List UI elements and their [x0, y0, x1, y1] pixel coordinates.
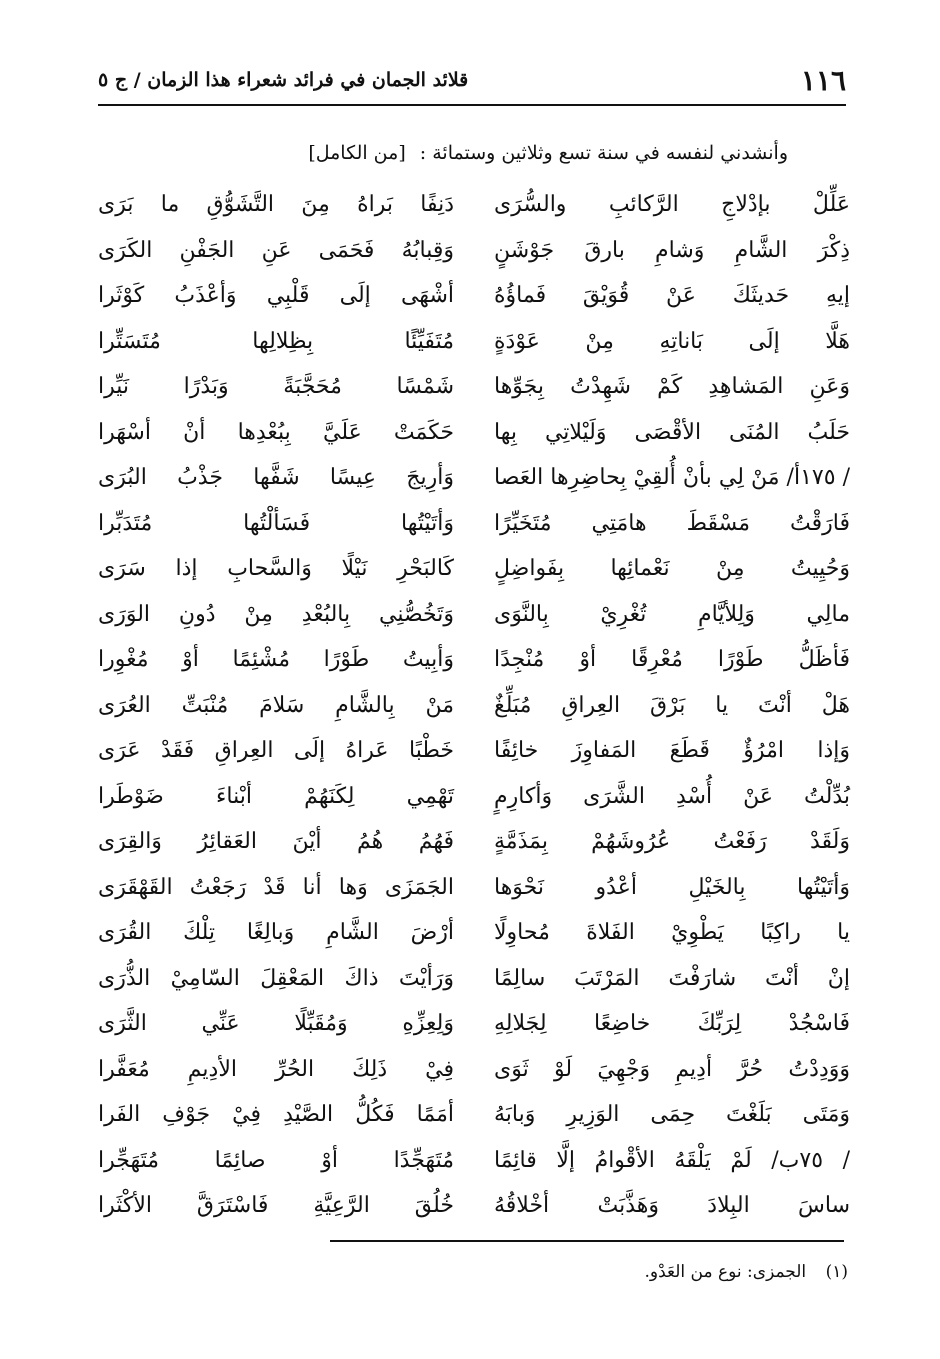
- verse-line: [98, 273, 850, 319]
- footnote-number: (١): [825, 1262, 848, 1282]
- verse-first-hemistich: فَارَقْتُ مَسْقَطَ هامَتِي مُتَخَيِّرًا: [494, 510, 850, 536]
- header-divider: [98, 104, 846, 106]
- verse-first-hemistich: وَأتَيْتُها بِالخَيْلِ أعْدُو نَحْوَها: [494, 874, 850, 900]
- verse-line: [98, 182, 850, 228]
- verse-second-hemistich: خُلُقَ الرَّعِيَّةِ فَاسْتَرَقَّ الأكْثَرا: [98, 1193, 454, 1219]
- verse-second-hemistich: وَأتَيْتُها فَسَألْتُها مُتَدَبِّرا: [98, 510, 454, 536]
- verse-second-hemistich: مُتَفَيِّئًا بِظِلالِها مُتَسَتِّرا: [98, 328, 454, 354]
- verse-line: [98, 228, 850, 274]
- running-title: قلائد الجمان في فرائد شعراء هذا الزمان / ج ٥: [98, 69, 469, 91]
- verse-second-hemistich: وَتَخُصُّنِي بِالبُعْدِ مِنْ دُونِ الوَرَى: [98, 601, 454, 627]
- verse-first-hemistich: وَإذا امْرُؤٌ قَطَعَ المَفاوِزَ خائِفًا: [494, 738, 850, 764]
- verse-second-hemistich: مَنْ بِالشَّامِ سَلامَ مُنْبَتِّ العُرَى: [98, 692, 454, 718]
- verse-second-hemistich: وَأرِيجَ عِيسًا شَفَّها جَذْبُ البُرَى: [98, 465, 454, 491]
- verse-first-hemistich: إنْ أنْتَ شارَفْتَ المَرْتَبَ سالِمًا: [494, 965, 850, 991]
- verse-first-hemistich: / ٧٥ب/ لَمْ يَلْقَهُ الأقْوامُ إلَّا قائِمًا: [494, 1147, 851, 1173]
- verse-first-hemistich: وَوَدِدْتُ حُرَّ أدِيمِ وَجْهِيَ لَوْ ثَوَى: [494, 1056, 850, 1082]
- verse-first-hemistich: فَأظَلُّ طَوْرًا مُعْرِقًا أوْ مُنْجِدًا: [494, 647, 850, 673]
- verse-line: [98, 546, 850, 592]
- verse-line: [98, 956, 850, 1002]
- verse-second-hemistich: شَمْسًا مُحَجَّبَةً وَبَدْرًا نَيِّرا: [98, 374, 454, 400]
- verse-line: [98, 364, 850, 410]
- verse-second-hemistich: فَهُمُ هُمُ أيْنَ العَقائِرُ وَالقِرَى: [98, 829, 454, 855]
- verse-first-hemistich: إيهِ حَديثَكَ عَنْ قُوَيْقَ فَماؤُهُ: [494, 283, 850, 309]
- verse-second-hemistich: وَقِبابُهُ فَحَمَى عَنِ الجَفْنِ الكَرَى: [98, 237, 454, 263]
- verse-first-hemistich: هَلْ أنْتَ يا بَرْقَ العِراقِ مُبَلِّغٌ: [494, 692, 850, 718]
- verse-line: [98, 319, 850, 365]
- verse-second-hemistich: أرْضَ الشَّامِ وَبالِغًا تِلْكَ القُرَى: [98, 920, 454, 946]
- verse-first-hemistich: فَاسْجُدْ لِرَبِّكَ خاضِعًا لِجَلالِهِ: [494, 1011, 850, 1037]
- verse-line: [98, 865, 850, 911]
- verse-line: [98, 1183, 850, 1229]
- verse-first-hemistich: وَعَنِ المَشاهِدِ كَمْ شَهِدْتُ بِجَوِّها: [494, 374, 850, 400]
- verse-first-hemistich: بُدِّلْتُ عَنْ أُسْدِ الشَّرَى وَأكارِمٍ: [494, 783, 850, 809]
- verse-second-hemistich: خَطْبًا عَراهُ إلَى العِراقِ فَقَدْ عَرَى: [98, 738, 454, 764]
- verse-first-hemistich: وَلَقَدْ رَفَعْتُ عُرُوشَهُمْ بِمَذَمَّةٍ: [494, 829, 850, 855]
- verse-line: [98, 819, 850, 865]
- footnote-divider: [330, 1240, 844, 1242]
- footnote-text: الجمزى: نوع من العَدْو.: [644, 1262, 807, 1282]
- verse-line: [98, 1138, 850, 1184]
- footnote: [644, 1262, 848, 1282]
- verse-first-hemistich: وَحُيِيتُ مِنْ نَعْمائِها بِفَواضِلٍ: [494, 556, 850, 582]
- poetic-meter: [من الكامل]: [308, 142, 406, 164]
- poem-introduction: [98, 142, 788, 164]
- verse-first-hemistich: يا راكِبًا يَطْوِيْ الفَلاةَ مُحاوِلًا: [494, 920, 850, 946]
- verse-first-hemistich: هَلَّا إلَى بَاناتِهِ مِنْ عَوْدَةٍ: [494, 328, 850, 354]
- verse-line: [98, 455, 850, 501]
- verse-line: [98, 1001, 850, 1047]
- verse-line: [98, 683, 850, 729]
- verse-second-hemistich: أشْهَى إلَى قَلْبِي وَأعْذَبُ كَوْثَرا: [98, 283, 454, 309]
- verse-first-hemistich: عَلِّلْ بإدْلاجِ الرَّكائبِ والسُّرَى: [494, 192, 850, 218]
- verse-second-hemistich: وَلِعِزِّهِ وَمُقَبِّلًا عَنِّي الثَّرَى: [98, 1011, 454, 1037]
- verse-line: [98, 410, 850, 456]
- verse-second-hemistich: أمَمًا فَكُلُّ الصَّيْدِ فِيْ جَوْفِ الفَرا: [98, 1102, 454, 1128]
- verse-line: [98, 501, 850, 547]
- verse-line: [98, 1092, 850, 1138]
- verse-second-hemistich: فِيْ ذَلِكَ الحُرِّ الأدِيمِ مُعَفَّرا: [98, 1056, 454, 1082]
- verse-second-hemistich: وَرَأيْتَ ذاكَ المَعْقِلَ السّامِيْ الذُّرَى: [98, 965, 454, 991]
- verse-line: [98, 592, 850, 638]
- verse-second-hemistich: كَالبَحْرِ نَيْلًا وَالسَّحابِ إذا سَرَى: [98, 556, 454, 582]
- intro-text: وأنشدني لنفسه في سنة تسع وثلاثين وستمائة :: [419, 142, 788, 164]
- verse-second-hemistich: حَكَمَتْ عَلَيَّ بِبُعْدِها أنْ أسْهَرا: [98, 419, 454, 445]
- verse-second-hemistich: الجَمَزَى وَها أنا قَدْ رَجَعْتُ القَهْقَرَى: [98, 874, 454, 900]
- verse-line: [98, 637, 850, 683]
- verse-second-hemistich: دَنِفًا بَراهُ مِنَ التَّشَوُّقِ ما بَرَى: [98, 192, 454, 218]
- page-number: ١١٦: [800, 63, 846, 97]
- verse-first-hemistich: / ١٧٥أ/ مَنْ لِي بأنْ أُلقِيْ بِحاضِرِها العَصا: [494, 465, 851, 491]
- verse-line: [98, 1047, 850, 1093]
- verse-second-hemistich: تَهْمِي لِكَنَهُمْ أبْناءَ ضَوْطَرا: [98, 783, 454, 809]
- verse-line: [98, 774, 850, 820]
- verse-first-hemistich: ذِكْرَ الشَّامِ وَشامِ بارقَ جَوْشَنٍ: [494, 237, 850, 263]
- verse-second-hemistich: وَأبِيتُ طَوْرًا مُشْئِمًا أوْ مُغْوِرا: [98, 647, 454, 673]
- verse-first-hemistich: وَمَتَى بَلَغْتَ حِمَى الوَزِيرِ وَبابَهُ: [494, 1102, 850, 1128]
- verse-first-hemistich: حَلَبُ المُنَى الأقْصَى وَلَيْلاتِي بِها: [494, 419, 850, 445]
- poem-body: [98, 182, 850, 1229]
- verse-second-hemistich: مُتَهَجِّدًا أوْ صائِمًا مُتَهَجِّرا: [98, 1147, 454, 1173]
- verse-line: [98, 728, 850, 774]
- verse-first-hemistich: مالِي وَلِلأيَّامِ تُغْرِيْ بِالنَّوَى: [494, 601, 850, 627]
- page-header: [98, 58, 846, 102]
- verse-first-hemistich: ساسَ البِلادَ وَهَذَّبَتْ أخْلاقُهُ: [494, 1193, 850, 1219]
- verse-line: [98, 910, 850, 956]
